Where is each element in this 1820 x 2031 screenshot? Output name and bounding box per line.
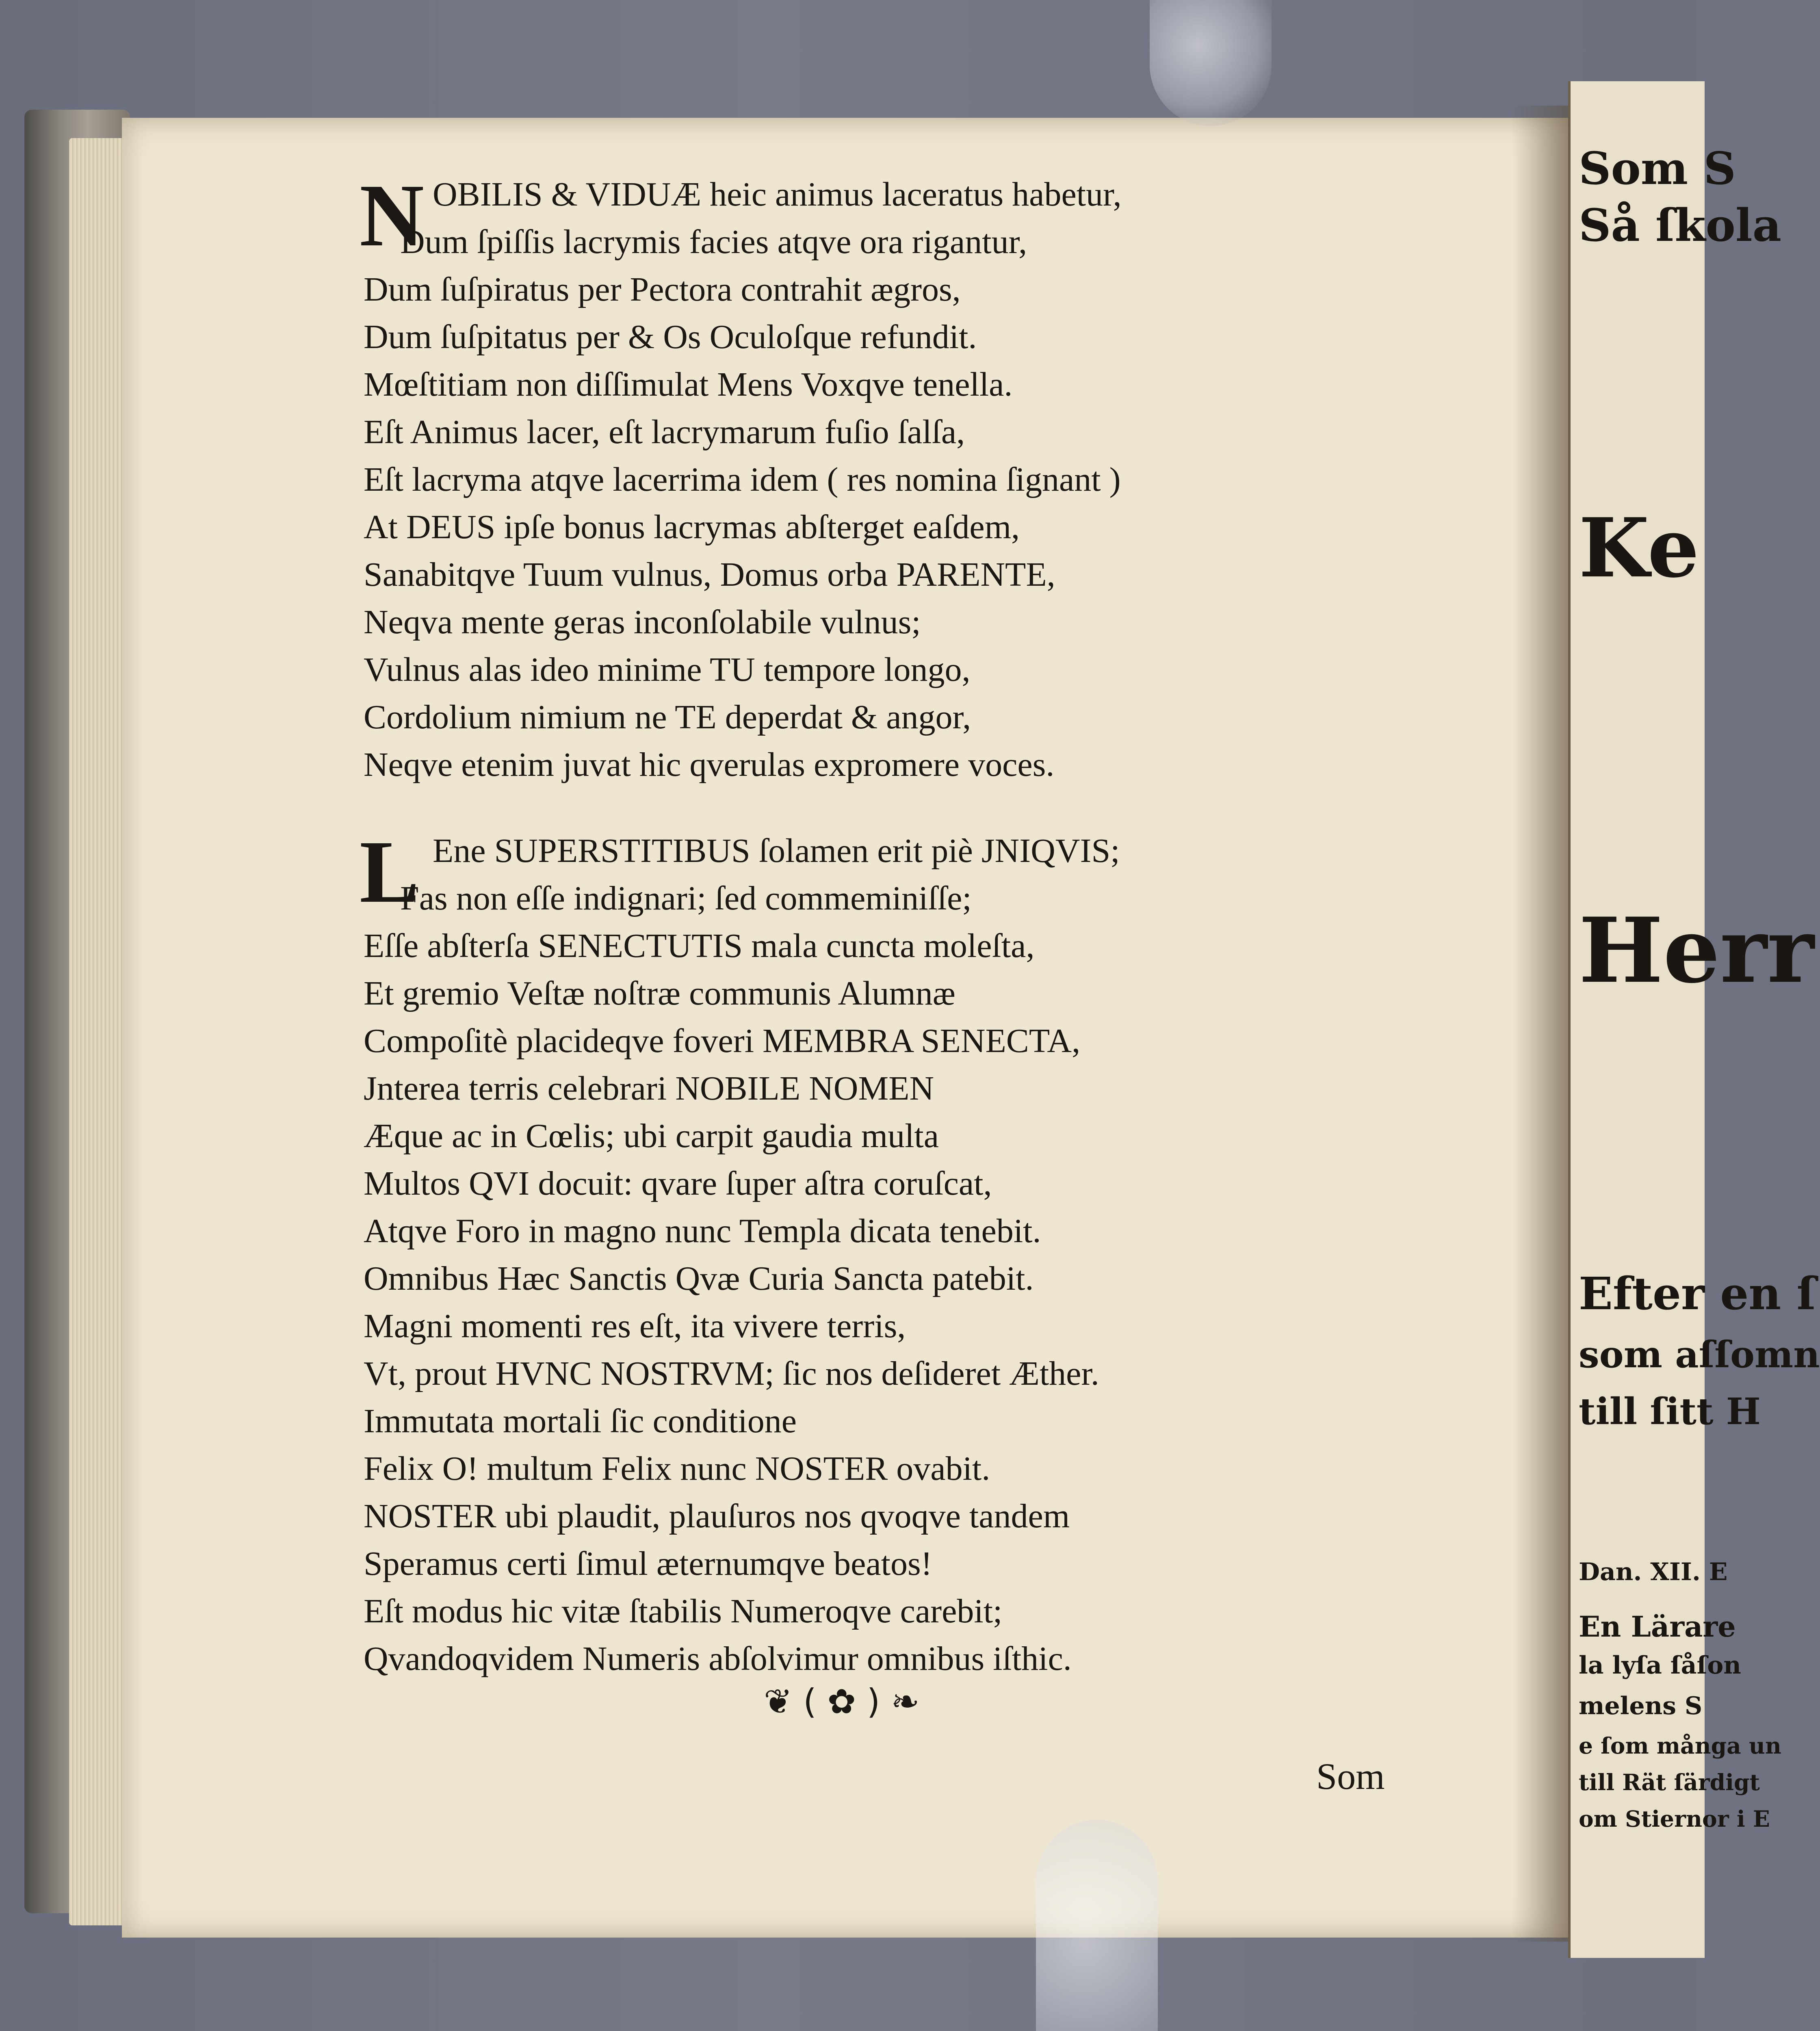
verse-line: Qvandoqvidem Numeris abſolvimur omnibus iſthic. [364, 1640, 1072, 1678]
verse-line: Cordolium nimium ne TE deperdat & angor, [364, 698, 971, 736]
verse-line: Magni momenti res eſt, ita vivere terris, [364, 1307, 906, 1345]
facing-line: En Lärare [1579, 1610, 1736, 1643]
facing-line: som aſſomn [1579, 1333, 1820, 1376]
facing-line: Så ſkola [1579, 199, 1781, 251]
verse-line: Sanabitqve Tuum vulnus, Domus orba PARENTE, [364, 556, 1055, 593]
verse-line: OBILIS & VIDUÆ heic animus laceratus habetur, [433, 175, 1122, 213]
verse-line: Neqva mente geras inconſolabile vulnus; [364, 603, 921, 641]
facing-line: Ke [1579, 500, 1699, 596]
verse-line: At DEUS ipſe bonus lacrymas abſterget eaſdem, [364, 508, 1020, 546]
facing-page [1568, 81, 1820, 1958]
facing-line: Som S [1579, 142, 1736, 195]
facing-line: la lyſa ſåſon [1579, 1651, 1741, 1680]
verse-line: Eſt lacryma atqve lacerrima idem ( res nomina ſignant ) [364, 461, 1121, 498]
catchword: Som [1316, 1756, 1385, 1797]
facing-line: till Rät ſärdigt [1579, 1769, 1760, 1795]
verse-line: Vulnus alas ideo minime TU tempore longo, [364, 651, 971, 689]
verse-line: Vt, prout HVNC NOSTRVM; ſic nos deſideret Æther. [364, 1355, 1099, 1392]
printers-ornament: ❦ ( ✿ ) ❧ [764, 1682, 920, 1721]
facing-line: Herr [1579, 898, 1814, 1003]
verse-line: Jnterea terris celebrari NOBILE NOMEN [364, 1070, 934, 1107]
verse-line: Eſt modus hic vitæ ſtabilis Numeroqve carebit; [364, 1592, 1003, 1630]
facing-line: melens S [1579, 1692, 1703, 1720]
verse-line: Mœſtitiam non diſſimulat Mens Voxqve tenella. [364, 366, 1013, 403]
page-clip-top [1150, 0, 1272, 126]
facing-line: e ſom många un [1579, 1732, 1781, 1759]
verse-line: Fas non eſſe indignari; ſed commeminiſſe; [400, 879, 972, 917]
verse-line: Compoſitè placideqve foveri MEMBRA SENECTA, [364, 1022, 1081, 1060]
verse-line: Omnibus Hæc Sanctis Qvæ Curia Sancta patebit. [364, 1260, 1034, 1297]
page-gutter [1511, 106, 1576, 1942]
page-clip-bottom [1036, 1820, 1158, 2031]
verse-line: Dum ſuſpitatus per & Os Oculoſque refundit. [364, 318, 977, 356]
facing-line: Efter en ſ [1579, 1267, 1816, 1320]
drop-cap-n: N [360, 166, 424, 265]
verse-line: Æque ac in Cœlis; ubi carpit gaudia multa [364, 1117, 939, 1155]
verse-line: Immutata mortali ſic conditione [364, 1402, 797, 1440]
verse-line: Ene SUPERSTITIBUS ſolamen erit piè JNIQVIS; [433, 832, 1120, 870]
facing-line: till ſitt H [1579, 1390, 1761, 1433]
verse-line: Speramus certi ſimul æternumqve beatos! [364, 1545, 932, 1583]
verse-line: Eſt Animus lacer, eſt lacrymarum fuſio ſalſa, [364, 413, 965, 451]
drop-cap-l: L [360, 822, 419, 921]
verse-line: NOSTER ubi plaudit, plauſuros nos qvoqve tandem [364, 1497, 1070, 1535]
verse-line: Atqve Foro in magno nunc Templa dicata tenebit. [364, 1212, 1041, 1250]
verse-line: Dum ſuſpiratus per Pectora contrahit ægros, [364, 271, 961, 308]
verse-line: Multos QVI docuit: qvare ſuper aſtra coruſcat, [364, 1165, 992, 1202]
verse-line: Eſſe abſterſa SENECTUTIS mala cuncta moleſta, [364, 927, 1035, 965]
verse-line: Et gremio Veſtæ noſtræ communis Alumnæ [364, 974, 956, 1012]
verse-line: Dum ſpiſſis lacrymis facies atqve ora rigantur, [400, 223, 1027, 261]
verse-line: Neqve etenim juvat hic qverulas expromere voces. [364, 746, 1055, 784]
verse-line: Felix O! multum Felix nunc NOSTER ovabit. [364, 1450, 990, 1488]
stanza-gap [364, 788, 1444, 827]
poem-text [360, 166, 1444, 1682]
facing-line: Dan. XII. E [1579, 1558, 1728, 1586]
facing-line: om Stiernor i E [1579, 1806, 1770, 1832]
